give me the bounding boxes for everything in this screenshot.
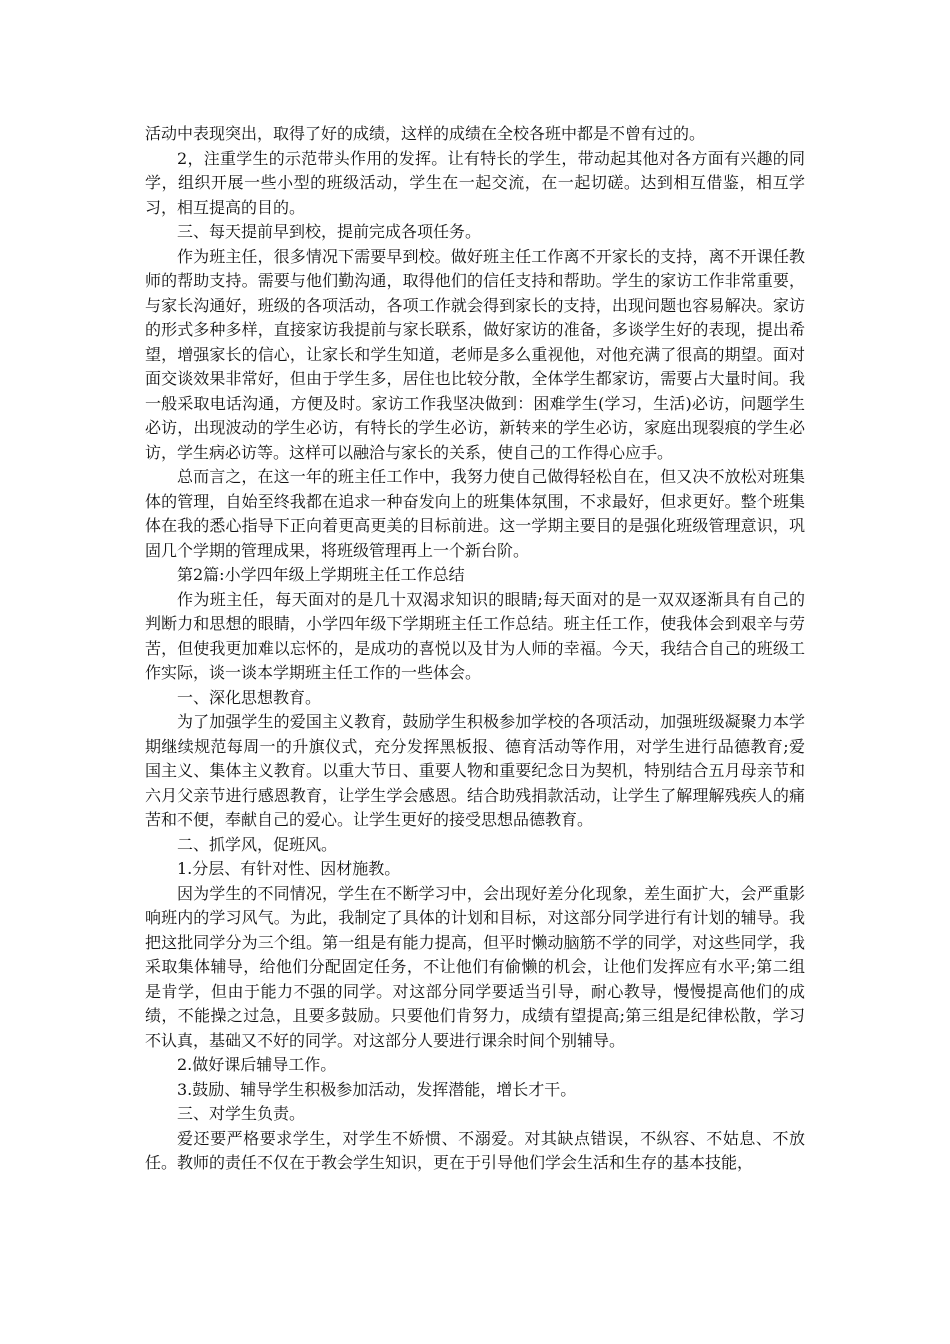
section-heading-8: 一、深化思想教育。	[177, 687, 322, 707]
paragraph-7: 作为班主任，每天面对的是几十双渴求知识的眼睛;每天面对的是一双双逐渐具有自己的判断力和思想的眼睛，小学四年级下学期班主任工作总结。班主任工作，使我体会到艰辛与劳苦，但使我更加难以忘怀的，是成功的喜悦以及甘为人师的幸福。今天，我结合自己的班级工作实际，谈一谈本学期班主任工作的一些体会。	[145, 589, 805, 682]
subheading-14: 3.鼓励、辅导学生积极参加活动，发挥潜能，增长才干。	[177, 1079, 577, 1099]
paragraph-2: 2，注重学生的示范带头作用的发挥。让有特长的学生，带动起其他对各方面有兴趣的同学，组织开展一些小型的班级活动，学生在一起交流，在一起切磋。达到相互借鉴，相互学习，相互提高的目的。	[145, 148, 805, 217]
paragraph-12: 因为学生的不同情况，学生在不断学习中，会出现好差分化现象，差生面扩大，会严重影响班内的学习风气。为此，我制定了具体的计划和目标，对这部分同学进行有计划的辅导。我把这批同学分为三个组。第一组是有能力提高，但平时懒动脑筋不学的同学，对这些同学，我采取集体辅导，给他们分配固定任务，不让他们有偷懒的机会，让他们发挥应有水平;第二组是肯学，但由于能力不强的同学。对这部分同学要适当引导，耐心教导，慢慢提高他们的成绩，不能操之过急，且要多鼓励。只要他们肯努力，成绩有望提高;第三组是纪律松散，学习不认真，基础又不好的同学。对这部分人要进行课余时间个别辅导。	[145, 883, 805, 1050]
subheading-13: 2.做好课后辅导工作。	[177, 1055, 337, 1074]
paragraph-16: 爱还要严格要求学生，对学生不娇惯、不溺爱。对其缺点错误，不纵容、不姑息、不放任。教师的责任不仅在于教会学生知识，更在于引导他们学会生活和生存的基本技能，	[145, 1128, 805, 1172]
paragraph-4: 作为班主任，很多情况下需要早到校。做好班主任工作离不开家长的支持，离不开课任教师的帮助支持。需要与他们勤沟通，取得他们的信任支持和帮助。学生的家访工作非常重要，与家长沟通好，班级的各项活动，各项工作就会得到家长的支持，出现问题也容易解决。家访的形式多种多样，直接家访我提前与家长联系，做好家访的准备，多谈学生好的表现，提出希望，增强家长的信心，让家长和学生知道，老师是多么重视他，对他充满了很高的期望。面对面交谈效果非常好，但由于学生多，居住也比较分散，全体学生都家访，需要占大量时间。我一般采取电话沟通，方便及时。家访工作我坚决做到：困难学生(学习，生活)必访，问题学生必访，出现波动的学生必访，有特长的学生必访，新转来的学生必访，家庭出现裂痕的学生必访，学生病必访等。这样可以融洽与家长的关系，使自己的工作得心应手。	[145, 246, 805, 462]
document-page	[145, 122, 805, 1176]
section-heading-10: 二、抓学风，促班风。	[177, 834, 338, 854]
article-title-6: 第2篇:小学四年级上学期班主任工作总结	[177, 565, 465, 584]
section-heading-15: 三、对学生负责。	[177, 1104, 306, 1123]
paragraph-1: 活动中表现突出，取得了好的成绩，这样的成绩在全校各班中都是不曾有过的。	[145, 124, 706, 143]
section-heading-3: 三、每天提前早到校，提前完成各项任务。	[177, 222, 482, 241]
subheading-11: 1.分层、有针对性、因材施教。	[177, 859, 401, 878]
paragraph-9: 为了加强学生的爱国主义教育，鼓励学生积极参加学校的各项活动，加强班级凝聚力本学期继续规范每周一的升旗仪式，充分发挥黑板报、德育活动等作用，对学生进行品德教育;爱国主义、集体主义教育。以重大节日、重要人物和重要纪念日为契机，特别结合五月母亲节和六月父亲节进行感恩教育，让学生学会感恩。结合助残捐款活动，让学生了解理解残疾人的痛苦和不便，奉献自己的爱心。让学生更好的接受思想品德教育。	[145, 712, 805, 829]
paragraph-5: 总而言之，在这一年的班主任工作中，我努力使自己做得轻松自在，但又决不放松对班集体的管理，自始至终我都在追求一种奋发向上的班集体氛围，不求最好，但求更好。整个班集体在我的悉心指导下正向着更高更美的目标前进。这一学期主要目的是强化班级管理意识，巩固几个学期的管理成果，将班级管理再上一个新台阶。	[145, 467, 805, 560]
